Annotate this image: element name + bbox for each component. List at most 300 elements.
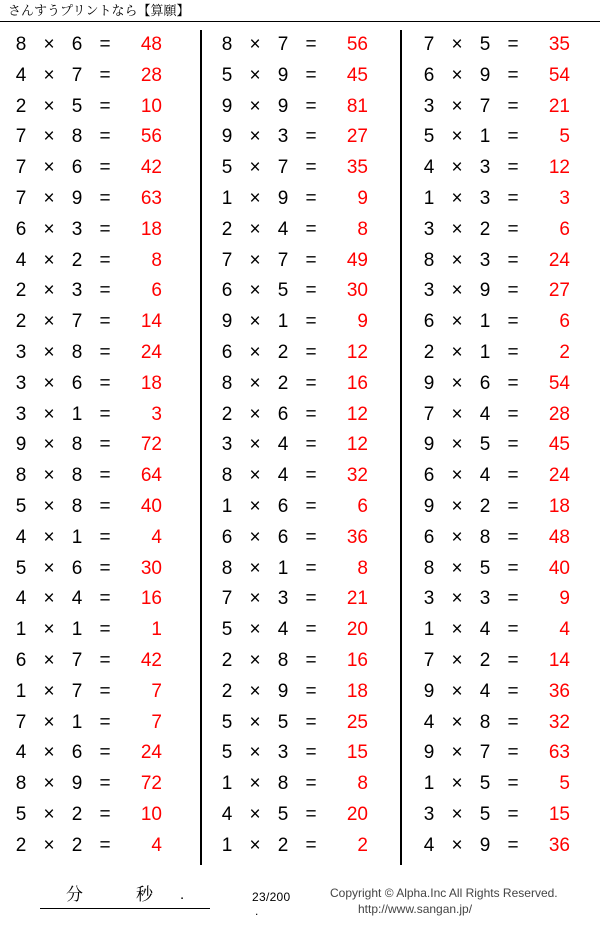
answer-value: 72	[140, 434, 162, 456]
answer-value: 15	[548, 803, 570, 825]
problem-row	[402, 122, 600, 153]
multiply-icon: ×	[249, 649, 261, 671]
site-url[interactable]: http://www.sangan.jp/	[358, 902, 473, 916]
multiply-icon: ×	[249, 495, 261, 517]
operand-a: 1	[423, 187, 435, 209]
problem-row	[402, 153, 600, 184]
operand-b: 3	[479, 157, 491, 179]
operand-a: 2	[423, 341, 435, 363]
operand-b: 6	[277, 495, 289, 517]
problem-row	[0, 800, 200, 831]
operand-a: 3	[423, 588, 435, 610]
operand-b: 9	[277, 187, 289, 209]
answer-value: 3	[151, 403, 162, 425]
multiply-icon: ×	[43, 834, 55, 856]
problem-row	[202, 307, 400, 338]
multiply-icon: ×	[451, 280, 463, 302]
answer-value: 18	[140, 372, 162, 394]
problem-row	[202, 492, 400, 523]
equals-icon: =	[507, 773, 519, 795]
answer-value: 2	[357, 834, 368, 856]
equals-icon: =	[507, 588, 519, 610]
problem-row	[0, 461, 200, 492]
answer-value: 8	[357, 557, 368, 579]
operand-b: 5	[277, 711, 289, 733]
answer-value: 18	[140, 218, 162, 240]
operand-b: 5	[277, 280, 289, 302]
answer-value: 8	[357, 218, 368, 240]
answer-value: 36	[548, 680, 570, 702]
answer-value: 6	[559, 311, 570, 333]
problem-row	[0, 307, 200, 338]
problem-row	[202, 338, 400, 369]
multiply-icon: ×	[43, 557, 55, 579]
operand-b: 2	[71, 803, 83, 825]
multiply-icon: ×	[43, 803, 55, 825]
multiply-icon: ×	[249, 403, 261, 425]
operand-a: 9	[423, 742, 435, 764]
problem-row	[402, 215, 600, 246]
multiply-icon: ×	[451, 218, 463, 240]
operand-b: 9	[479, 280, 491, 302]
answer-value: 24	[140, 341, 162, 363]
operand-a: 2	[221, 680, 233, 702]
answer-value: 4	[151, 526, 162, 548]
operand-a: 7	[423, 34, 435, 55]
equals-icon: =	[507, 526, 519, 548]
multiply-icon: ×	[451, 64, 463, 86]
equals-icon: =	[99, 403, 111, 425]
answer-value: 16	[140, 588, 162, 610]
equals-icon: =	[507, 218, 519, 240]
equals-icon: =	[99, 495, 111, 517]
problem-row	[0, 738, 200, 769]
answer-value: 2	[559, 341, 570, 363]
answer-value: 14	[140, 311, 162, 333]
page-number-dot: .	[255, 904, 259, 918]
multiply-icon: ×	[43, 649, 55, 671]
equals-icon: =	[305, 495, 317, 517]
problem-row	[402, 800, 600, 831]
operand-a: 9	[15, 434, 27, 456]
problem-row	[0, 523, 200, 554]
problem-row	[202, 400, 400, 431]
operand-b: 4	[277, 465, 289, 487]
problem-row	[0, 554, 200, 585]
multiply-icon: ×	[249, 249, 261, 271]
operand-a: 7	[221, 588, 233, 610]
operand-b: 2	[277, 372, 289, 394]
problem-row	[402, 677, 600, 708]
problem-row	[202, 369, 400, 400]
equals-icon: =	[507, 249, 519, 271]
answer-value: 45	[548, 434, 570, 456]
equals-icon: =	[99, 34, 111, 55]
operand-a: 9	[221, 311, 233, 333]
operand-a: 1	[423, 619, 435, 641]
problem-row	[202, 92, 400, 123]
operand-b: 6	[277, 403, 289, 425]
problem-row	[0, 400, 200, 431]
operand-a: 7	[15, 126, 27, 148]
equals-icon: =	[99, 218, 111, 240]
answer-value: 12	[346, 403, 368, 425]
operand-b: 2	[277, 834, 289, 856]
problem-row	[202, 276, 400, 307]
operand-b: 3	[479, 187, 491, 209]
multiply-icon: ×	[451, 95, 463, 117]
answer-value: 40	[140, 495, 162, 517]
operand-a: 5	[221, 711, 233, 733]
answer-value: 30	[140, 557, 162, 579]
problem-row	[402, 92, 600, 123]
multiply-icon: ×	[249, 465, 261, 487]
answer-value: 16	[346, 372, 368, 394]
problem-row	[0, 276, 200, 307]
operand-b: 6	[71, 372, 83, 394]
answer-value: 21	[346, 588, 368, 610]
multiply-icon: ×	[43, 249, 55, 271]
operand-a: 3	[221, 434, 233, 456]
answer-value: 45	[346, 64, 368, 86]
multiply-icon: ×	[43, 711, 55, 733]
problem-row	[402, 430, 600, 461]
problem-row	[402, 738, 600, 769]
equals-icon: =	[99, 834, 111, 856]
operand-b: 5	[71, 95, 83, 117]
answer-value: 24	[140, 742, 162, 764]
multiply-icon: ×	[249, 341, 261, 363]
problem-row	[0, 61, 200, 92]
equals-icon: =	[305, 403, 317, 425]
operand-b: 8	[71, 341, 83, 363]
equals-icon: =	[99, 557, 111, 579]
problem-row	[402, 615, 600, 646]
multiply-icon: ×	[249, 95, 261, 117]
multiply-icon: ×	[451, 126, 463, 148]
operand-b: 9	[479, 834, 491, 856]
operand-b: 8	[71, 495, 83, 517]
operand-a: 5	[221, 157, 233, 179]
problem-row	[402, 61, 600, 92]
answer-value: 63	[140, 187, 162, 209]
equals-icon: =	[507, 34, 519, 55]
answer-value: 35	[548, 34, 570, 55]
answer-value: 20	[346, 619, 368, 641]
multiply-icon: ×	[249, 619, 261, 641]
answer-value: 28	[548, 403, 570, 425]
problem-row	[0, 677, 200, 708]
equals-icon: =	[507, 187, 519, 209]
equals-icon: =	[99, 465, 111, 487]
operand-b: 2	[479, 495, 491, 517]
multiply-icon: ×	[451, 711, 463, 733]
multiply-icon: ×	[43, 311, 55, 333]
problem-row	[202, 523, 400, 554]
answer-value: 18	[548, 495, 570, 517]
equals-icon: =	[99, 773, 111, 795]
operand-a: 7	[15, 711, 27, 733]
equals-icon: =	[305, 711, 317, 733]
operand-b: 9	[71, 187, 83, 209]
operand-b: 1	[71, 526, 83, 548]
operand-b: 3	[277, 588, 289, 610]
multiply-icon: ×	[451, 834, 463, 856]
multiply-icon: ×	[451, 649, 463, 671]
equals-icon: =	[305, 218, 317, 240]
multiply-icon: ×	[43, 742, 55, 764]
answer-value: 4	[559, 619, 570, 641]
operand-a: 5	[221, 619, 233, 641]
equals-icon: =	[99, 157, 111, 179]
answer-value: 64	[140, 465, 162, 487]
operand-b: 7	[71, 64, 83, 86]
operand-a: 6	[423, 64, 435, 86]
answer-value: 14	[548, 649, 570, 671]
problem-row	[0, 122, 200, 153]
equals-icon: =	[99, 803, 111, 825]
answer-value: 24	[548, 465, 570, 487]
multiply-icon: ×	[451, 680, 463, 702]
operand-a: 8	[221, 465, 233, 487]
problem-row	[202, 184, 400, 215]
multiply-icon: ×	[249, 187, 261, 209]
equals-icon: =	[99, 434, 111, 456]
problem-row	[0, 184, 200, 215]
operand-b: 8	[277, 773, 289, 795]
problem-row	[202, 554, 400, 585]
minutes-label: 分	[66, 885, 83, 904]
equals-icon: =	[507, 495, 519, 517]
answer-value: 49	[346, 249, 368, 271]
equals-icon: =	[99, 680, 111, 702]
answer-value: 3	[559, 187, 570, 209]
multiply-icon: ×	[43, 526, 55, 548]
multiply-icon: ×	[451, 403, 463, 425]
equals-icon: =	[507, 434, 519, 456]
answer-value: 10	[140, 95, 162, 117]
equals-icon: =	[305, 465, 317, 487]
operand-a: 2	[15, 280, 27, 302]
problem-row	[0, 338, 200, 369]
operand-a: 4	[15, 249, 27, 271]
equals-icon: =	[305, 649, 317, 671]
problem-row	[202, 646, 400, 677]
equals-icon: =	[99, 649, 111, 671]
operand-b: 1	[277, 557, 289, 579]
problem-row	[202, 584, 400, 615]
operand-a: 1	[15, 680, 27, 702]
operand-b: 1	[479, 311, 491, 333]
operand-b: 3	[71, 218, 83, 240]
operand-b: 5	[277, 803, 289, 825]
operand-a: 3	[15, 403, 27, 425]
operand-a: 3	[15, 372, 27, 394]
operand-a: 4	[423, 157, 435, 179]
answer-value: 28	[140, 64, 162, 86]
equals-icon: =	[99, 526, 111, 548]
operand-a: 1	[221, 187, 233, 209]
problem-row	[0, 831, 200, 862]
answer-value: 5	[559, 126, 570, 148]
answer-value: 9	[357, 187, 368, 209]
operand-b: 2	[71, 834, 83, 856]
equals-icon: =	[305, 34, 317, 55]
operand-a: 6	[221, 341, 233, 363]
problem-row	[0, 615, 200, 646]
answer-value: 7	[151, 711, 162, 733]
operand-a: 6	[221, 280, 233, 302]
equals-icon: =	[305, 64, 317, 86]
operand-a: 5	[221, 64, 233, 86]
multiply-icon: ×	[249, 34, 261, 55]
operand-a: 6	[15, 649, 27, 671]
operand-a: 5	[15, 557, 27, 579]
problem-row	[0, 492, 200, 523]
equals-icon: =	[99, 95, 111, 117]
multiply-icon: ×	[451, 434, 463, 456]
operand-a: 5	[15, 495, 27, 517]
answer-value: 32	[548, 711, 570, 733]
operand-b: 1	[71, 619, 83, 641]
answer-value: 63	[548, 742, 570, 764]
problem-row	[402, 30, 600, 61]
operand-a: 7	[221, 249, 233, 271]
operand-a: 3	[15, 341, 27, 363]
operand-b: 9	[479, 64, 491, 86]
equals-icon: =	[507, 680, 519, 702]
operand-b: 3	[277, 126, 289, 148]
operand-b: 1	[479, 341, 491, 363]
multiply-icon: ×	[43, 218, 55, 240]
multiply-icon: ×	[451, 157, 463, 179]
problem-row	[402, 831, 600, 862]
equals-icon: =	[507, 834, 519, 856]
multiply-icon: ×	[249, 526, 261, 548]
copyright-text: Copyright © Alpha.Inc All Rights Reserved.	[330, 886, 558, 900]
multiply-icon: ×	[451, 526, 463, 548]
multiply-icon: ×	[43, 403, 55, 425]
answer-value: 42	[140, 649, 162, 671]
problem-row	[0, 769, 200, 800]
problem-row	[0, 369, 200, 400]
operand-b: 2	[479, 649, 491, 671]
problem-row	[402, 646, 600, 677]
operand-b: 3	[277, 742, 289, 764]
multiply-icon: ×	[249, 218, 261, 240]
operand-a: 9	[221, 95, 233, 117]
operand-b: 1	[277, 311, 289, 333]
equals-icon: =	[305, 803, 317, 825]
multiply-icon: ×	[249, 280, 261, 302]
problem-row	[402, 492, 600, 523]
time-entry-line[interactable]	[40, 884, 210, 909]
multiply-icon: ×	[249, 588, 261, 610]
problem-row	[0, 646, 200, 677]
equals-icon: =	[507, 95, 519, 117]
answer-value: 8	[151, 249, 162, 271]
problem-row	[0, 430, 200, 461]
operand-b: 2	[277, 341, 289, 363]
equals-icon: =	[507, 619, 519, 641]
multiply-icon: ×	[451, 465, 463, 487]
problem-row	[202, 461, 400, 492]
multiply-icon: ×	[43, 495, 55, 517]
operand-b: 7	[277, 34, 289, 55]
equals-icon: =	[99, 126, 111, 148]
answer-value: 27	[346, 126, 368, 148]
operand-b: 9	[71, 773, 83, 795]
operand-b: 8	[479, 711, 491, 733]
operand-a: 8	[221, 372, 233, 394]
operand-a: 6	[15, 218, 27, 240]
operand-b: 6	[71, 157, 83, 179]
problem-row	[402, 461, 600, 492]
operand-b: 6	[277, 526, 289, 548]
problem-row	[0, 246, 200, 277]
answer-value: 5	[559, 773, 570, 795]
problem-row	[0, 153, 200, 184]
problem-row	[0, 30, 200, 61]
operand-a: 5	[423, 126, 435, 148]
operand-a: 9	[423, 434, 435, 456]
equals-icon: =	[305, 95, 317, 117]
answer-value: 18	[346, 680, 368, 702]
multiply-icon: ×	[43, 372, 55, 394]
multiply-icon: ×	[451, 341, 463, 363]
operand-b: 9	[277, 680, 289, 702]
operand-b: 8	[71, 434, 83, 456]
multiply-icon: ×	[249, 434, 261, 456]
multiply-icon: ×	[451, 619, 463, 641]
answer-value: 12	[548, 157, 570, 179]
page-number: 23/200	[252, 890, 291, 904]
operand-b: 3	[71, 280, 83, 302]
operand-a: 6	[423, 526, 435, 548]
answer-value: 40	[548, 557, 570, 579]
answer-value: 21	[548, 95, 570, 117]
multiply-icon: ×	[249, 157, 261, 179]
multiply-icon: ×	[43, 157, 55, 179]
equals-icon: =	[507, 126, 519, 148]
answer-value: 36	[346, 526, 368, 548]
multiply-icon: ×	[451, 588, 463, 610]
seconds-label: 秒	[136, 885, 153, 904]
problem-row	[202, 708, 400, 739]
operand-a: 7	[423, 403, 435, 425]
operand-a: 3	[423, 95, 435, 117]
operand-b: 2	[71, 249, 83, 271]
multiply-icon: ×	[451, 311, 463, 333]
problem-row	[402, 184, 600, 215]
multiply-icon: ×	[249, 773, 261, 795]
multiply-icon: ×	[249, 680, 261, 702]
answer-value: 72	[140, 773, 162, 795]
operand-a: 7	[15, 157, 27, 179]
problem-row	[202, 246, 400, 277]
answer-value: 36	[548, 834, 570, 856]
answer-value: 56	[346, 34, 368, 55]
answer-value: 6	[151, 280, 162, 302]
problem-row	[402, 276, 600, 307]
operand-b: 4	[479, 619, 491, 641]
operand-a: 4	[423, 834, 435, 856]
operand-a: 9	[423, 372, 435, 394]
equals-icon: =	[99, 311, 111, 333]
operand-b: 4	[479, 680, 491, 702]
problem-row	[202, 215, 400, 246]
operand-b: 7	[479, 742, 491, 764]
